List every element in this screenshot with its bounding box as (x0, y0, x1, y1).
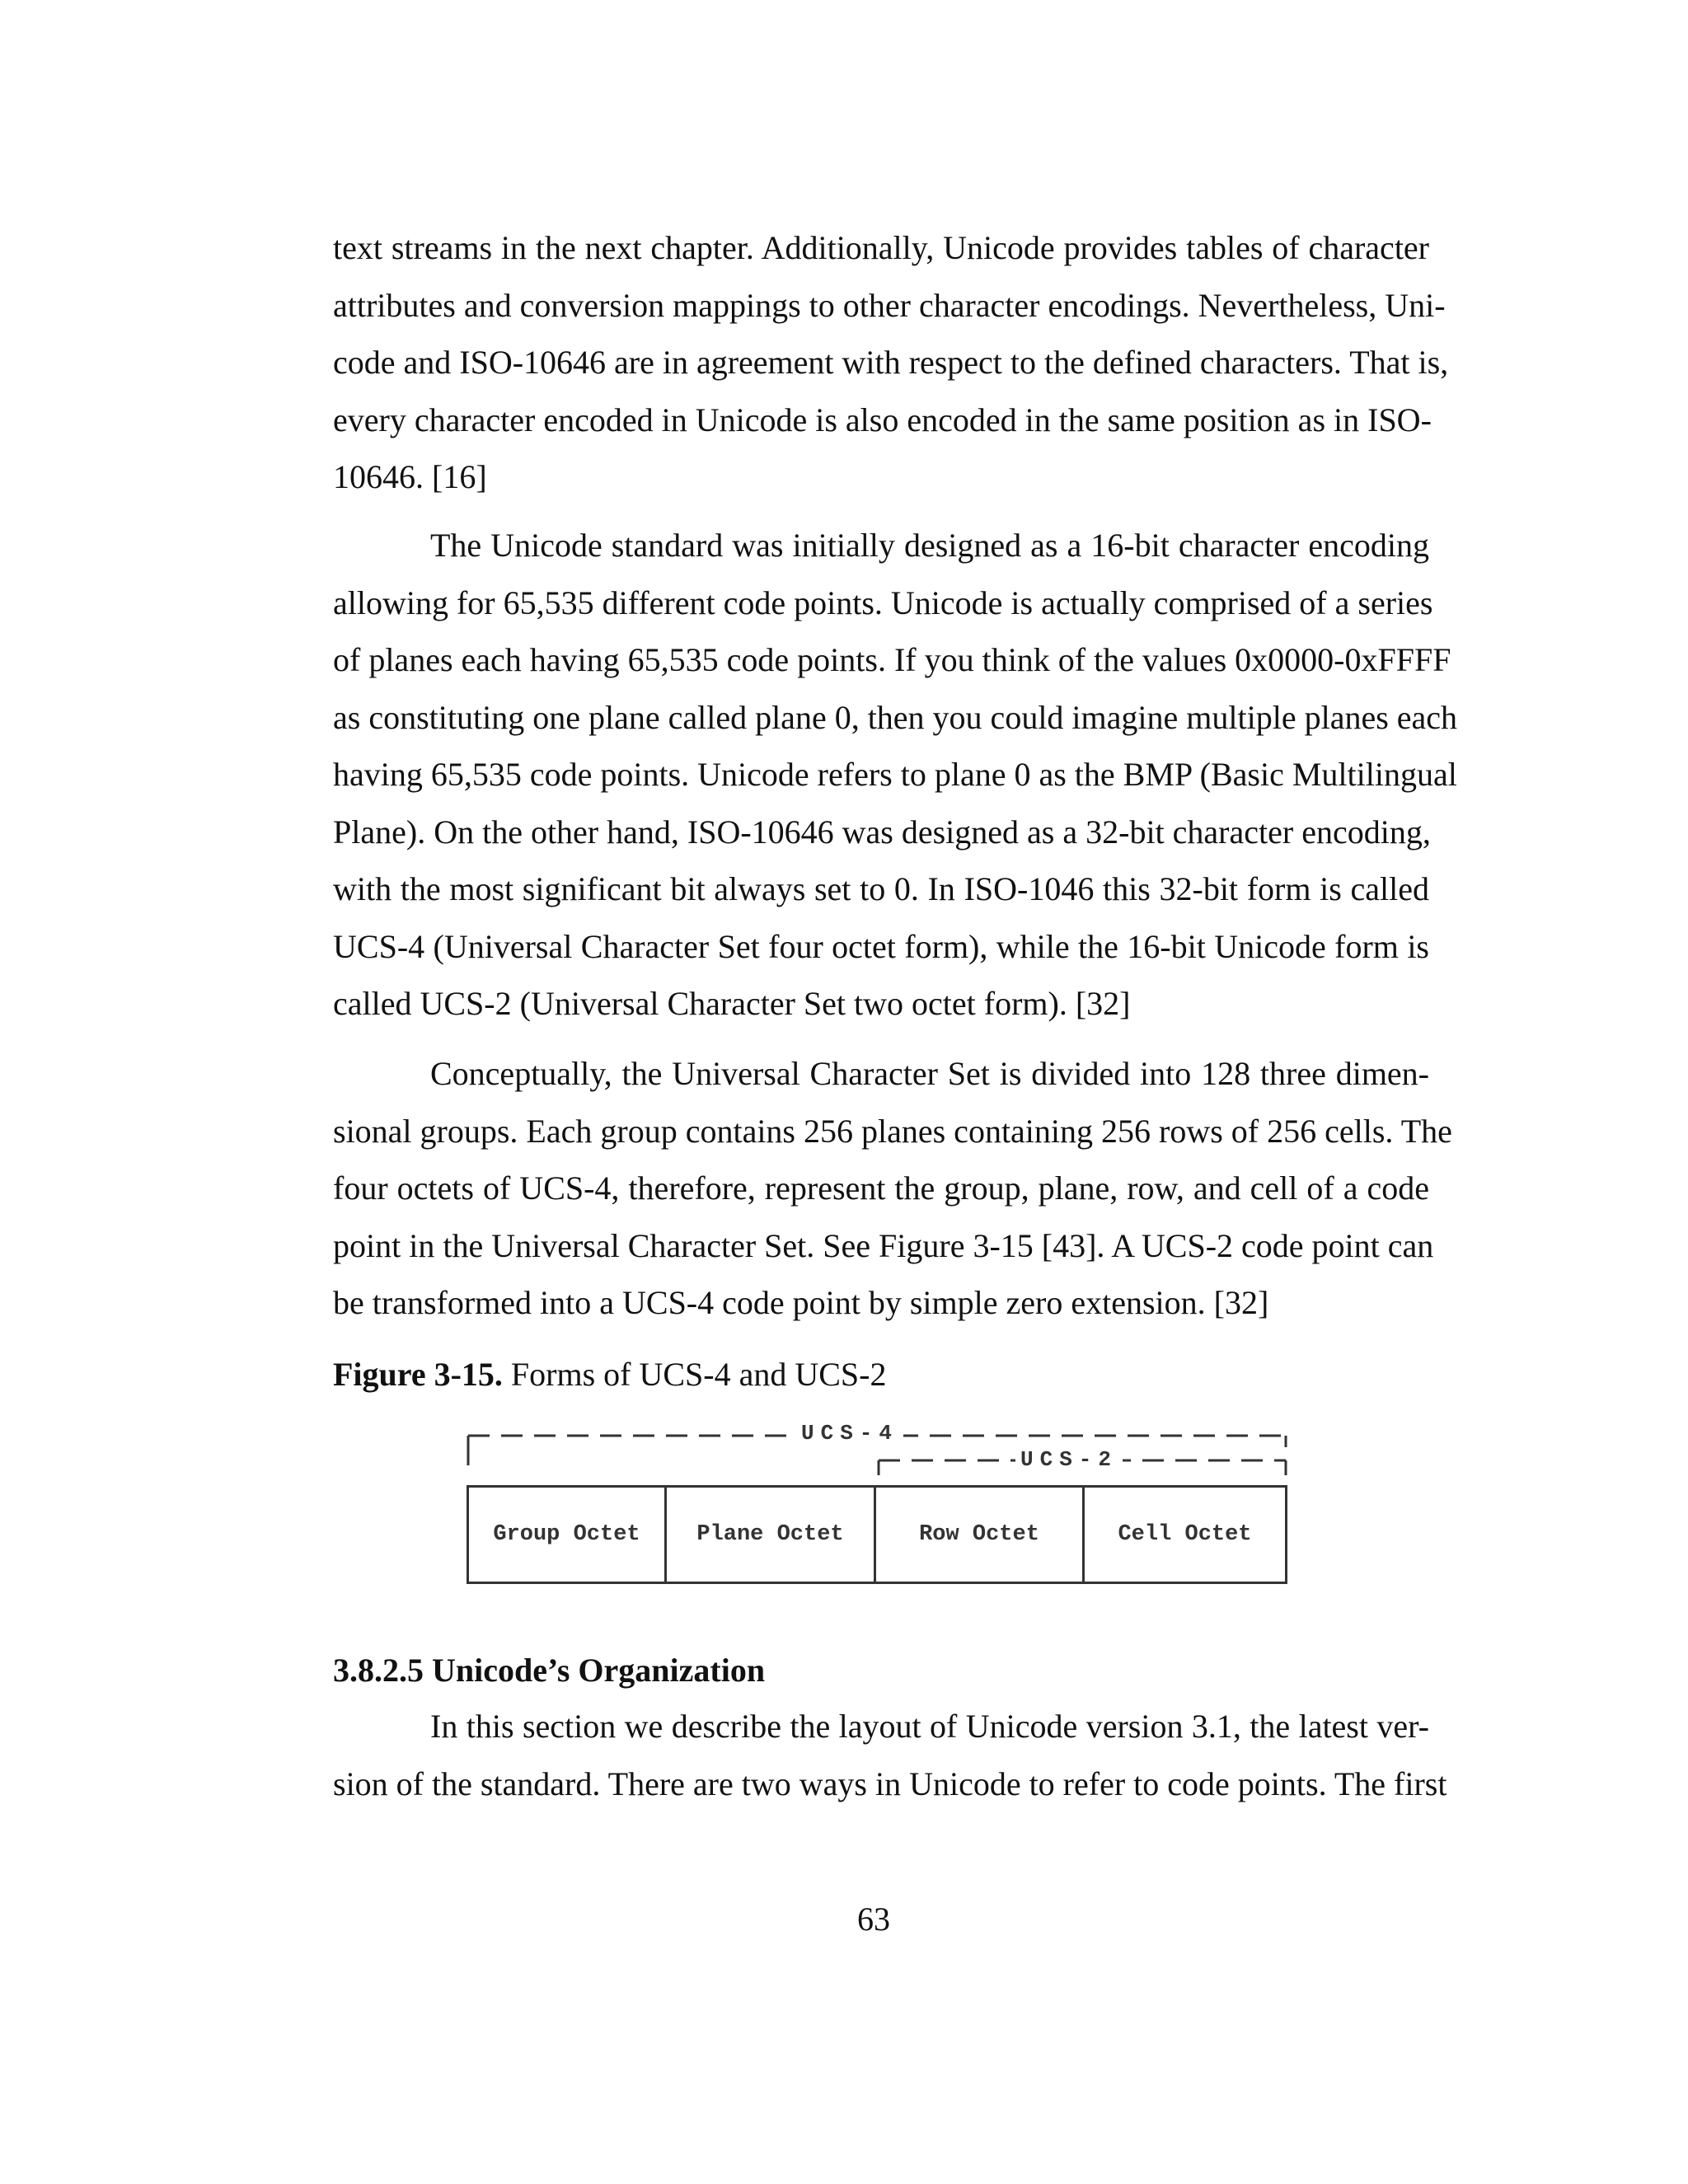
text-line: sion of the standard. There are two ways in Unicode to refer to code points. The first (333, 1765, 1447, 1802)
row-octet-cell: Row Octet (876, 1488, 1085, 1582)
text-line: The Unicode standard was initially designed as a 16-bit character encoding (430, 527, 1429, 564)
figure-caption-text: Forms of UCS-4 and UCS-2 (502, 1356, 887, 1393)
text-line: of planes each having 65,535 code points. If you think of the values 0x0000-0xFFFF (333, 641, 1451, 678)
section-heading: 3.8.2.5 Unicode’s Organization (333, 1652, 766, 1689)
text-line: allowing for 65,535 different code points. Unicode is actually comprised of a series (333, 583, 1433, 621)
text-line: Plane). On the other hand, ISO-10646 was designed as a 32-bit character encoding, (333, 813, 1431, 851)
paragraph-1 (333, 219, 1449, 506)
text-line: sional groups. Each group contains 256 planes containing 256 rows of 256 cells. The (333, 1112, 1452, 1150)
paragraph-4 (333, 1698, 1447, 1812)
ucs2-label: UCS-2 (1015, 1447, 1123, 1472)
text-line: called UCS-2 (Universal Character Set two octet form). [32] (333, 985, 1131, 1022)
text-line: attributes and conversion mappings to other character encodings. Nevertheless, Uni- (333, 286, 1446, 324)
cell-octet-cell: Cell Octet (1118, 1522, 1252, 1547)
text-line: four octets of UCS-4, therefore, represent the group, plane, row, and cell of a code (333, 1169, 1429, 1207)
text-line: Conceptually, the Universal Character Set is divided into 128 three dimen- (430, 1055, 1429, 1092)
plane-octet-cell: Plane Octet (667, 1488, 876, 1582)
text-line: with the most significant bit always set to 0. In ISO-1046 this 32-bit form is called (333, 870, 1429, 907)
text-line: having 65,535 code points. Unicode refers to plane 0 as the BMP (Basic Multilingual (333, 756, 1457, 793)
octet-boxes (467, 1485, 1287, 1584)
page-number: 63 (857, 1900, 890, 1938)
group-octet-cell: Group Octet (469, 1488, 667, 1582)
paragraph-3 (333, 1045, 1452, 1332)
ucs-forms-figure (467, 1419, 1291, 1584)
text-line: UCS-4 (Universal Character Set four octet form), while the 16-bit Unicode form is (333, 927, 1429, 965)
text-line: as constituting one plane called plane 0, then you could imagine multiple planes each (333, 698, 1458, 736)
ucs4-label: UCS-4 (796, 1421, 903, 1446)
text-line: be transformed into a UCS-4 code point by simple zero extension. [32] (333, 1284, 1269, 1321)
text-line: 10646. [16] (333, 458, 487, 495)
figure-caption-label: Figure 3-15. (333, 1356, 503, 1393)
text-line: In this section we describe the layout of Unicode version 3.1, the latest ver- (430, 1708, 1429, 1745)
text-line: point in the Universal Character Set. See Figure 3-15 [43]. A UCS-2 code point can (333, 1226, 1434, 1264)
paragraph-2 (333, 517, 1458, 1033)
figure-caption (333, 1346, 887, 1404)
text-line: text streams in the next chapter. Additionally, Unicode provides tables of character (333, 229, 1429, 266)
text-line: every character encoded in Unicode is also encoded in the same position as in ISO- (333, 401, 1432, 438)
text-line: code and ISO-10646 are in agreement with respect to the defined characters. That is, (333, 344, 1449, 381)
